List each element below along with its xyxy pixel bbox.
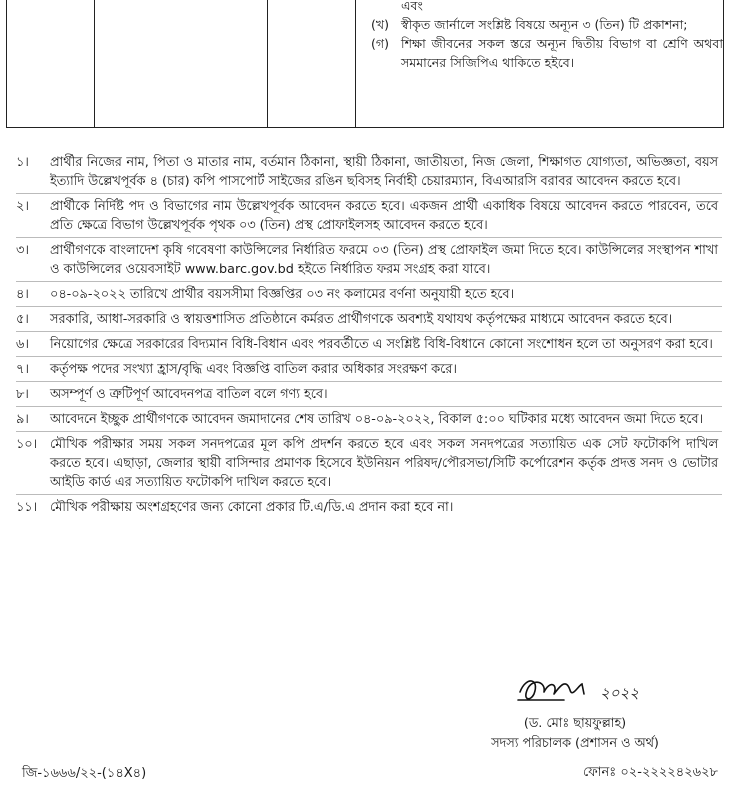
term-number: ৯।: [16, 412, 29, 427]
reference-code: জি-১৬৬৬/২২-(১৪X৪): [22, 766, 147, 781]
term-number: ৭।: [16, 362, 29, 377]
signature-date: ২০২২: [600, 684, 640, 702]
table-column-divider: [267, 0, 268, 127]
term-number: ৪।: [16, 287, 29, 302]
criteria-text: স্বীকৃত জার্নালে সংশ্লিষ্ট বিষয়ে অন্যূন ৩ (তিন) টি প্রকাশনা;: [401, 17, 688, 32]
term-number: ৩।: [16, 243, 29, 258]
table-column-divider: [94, 0, 95, 127]
term-item: [16, 237, 722, 281]
term-text: প্রার্থীগণকে বাংলাদেশ কৃষি গবেষণা কাউন্সিলের নির্ধারিত ফরমে ০৩ (তিন) প্রস্থ প্রোফাইল জমা দিতে হবে। কাউন্সিলের সংস্থাপন শাখা ও কাউন্সিলের ওয়েবসাইট www.barc.gov.bd হইতে নির্ধারিত ফরম সংগ্রহ করা যাবে।: [50, 243, 718, 277]
term-text: কর্তৃপক্ষ পদের সংখ্যা হ্রাস/বৃদ্ধি এবং বিজ্ঞপ্তি বাতিল করার অধিকার সংরক্ষণ করে।: [50, 362, 457, 377]
criteria-marker: [371, 0, 401, 15]
term-item: [16, 381, 722, 406]
term-number: ৮।: [16, 387, 29, 402]
term-text: আবেদনে ইচ্ছুক প্রার্থীগণকে আবেদন জমাদানের শেষ তারিখ ০৪-০৯-২০২২, বিকাল ৫:০০ ঘটিকার মধ্যে আবেদন জমা দিতে হবে।: [50, 412, 704, 427]
term-item: [16, 494, 722, 519]
term-item: [16, 306, 722, 331]
term-item: [16, 431, 722, 494]
term-item: [16, 281, 722, 306]
signatory-block: [430, 714, 720, 754]
term-number: ২।: [16, 199, 29, 214]
criteria-marker: (খ): [371, 17, 389, 32]
term-item: [16, 331, 722, 356]
term-number: ৫।: [16, 312, 29, 327]
criteria-item: [371, 34, 723, 72]
criteria-item: [371, 0, 723, 15]
terms-list: [16, 150, 722, 519]
term-item: [16, 406, 722, 431]
phone-number: ফোনঃ ০২-২২২২৪২৬২৮: [582, 765, 718, 780]
signatory-designation: সদস্য পরিচালক (প্রশাসন ও অর্থ): [491, 736, 659, 751]
signatory-name: (ড. মোঃ ছায়ফুল্লাহ): [523, 716, 627, 731]
term-text: মৌখিক পরীক্ষার সময় সকল সনদপত্রের মূল কপি প্রদর্শন করতে হবে এবং সকল সনদপত্রের সত্যায়িত এক সেট ফটোকপি দাখিল করতে হবে। এছাড়া, জেলার স্থায়ী বাসিন্দার প্রমাণক হিসেবে ইউনিয়ন পরিষদ/পৌরসভা/সিটি কর্পোরেশন কর্তৃক প্রদত্ত সনদ ও ভোটার আইডি কার্ড এর সত্যায়িত ফটোকপি দাখিল করতে হবে।: [50, 437, 718, 490]
term-number: ১০।: [16, 437, 38, 452]
term-item: [16, 150, 722, 193]
criteria-marker: (গ): [371, 36, 389, 51]
term-text: সরকারি, আধা-সরকারি ও স্বায়ত্তশাসিত প্রতিষ্ঠানে কর্মরত প্রার্থীগণকে অবশ্যই যথাযথ কর্তৃপক্ষের মাধ্যমে আবেদন করতে হবে।: [50, 312, 673, 327]
term-number: ১।: [16, 155, 29, 170]
qualification-table: [6, 0, 724, 128]
signature-scribble: [500, 670, 680, 710]
term-item: [16, 356, 722, 381]
term-text: প্রার্থীর নিজের নাম, পিতা ও মাতার নাম, বর্তমান ঠিকানা, স্থায়ী ঠিকানা, জাতীয়তা, নিজ জেলা, শিক্ষাগত যোগ্যতা, অভিজ্ঞতা, বয়স ইত্যাদি উল্লেখপূর্বক ৪ (চার) কপি পাসপোর্ট সাইজের রঙিন ছবিসহ নির্বাহী চেয়ারম্যান, বিএআরসি বরাবর আবেদন করতে হবে।: [50, 155, 718, 189]
term-text: মৌখিক পরীক্ষায় অংশগ্রহণের জন্য কোনো প্রকার টি.এ/ডি.এ প্রদান করা হবে না।: [50, 500, 454, 515]
term-number: ৬।: [16, 337, 29, 352]
term-item: [16, 193, 722, 237]
criteria-text: শিক্ষা জীবনের সকল স্তরে অন্যূন দ্বিতীয় বিভাগ বা শ্রেণি অথবা সমমানের সিজিপিএ থাকিতে হইবে।: [401, 36, 723, 70]
term-text: অসম্পূর্ণ ও ত্রুটিপূর্ণ আবেদনপত্র বাতিল বলে গণ্য হবে।: [50, 387, 328, 402]
criteria-text: এবং: [401, 0, 423, 13]
table-column-divider: [355, 0, 356, 127]
qualification-criteria: [371, 0, 723, 72]
term-text: ০৪-০৯-২০২২ তারিখে প্রার্থীর বয়সসীমা বিজ্ঞপ্তির ০৩ নং কলামের বর্ণনা অনুযায়ী হতে হবে।: [50, 287, 515, 302]
signature: [500, 670, 680, 710]
criteria-item: [371, 15, 723, 34]
term-text: প্রার্থীকে নির্দিষ্ট পদ ও বিভাগের নাম উল্লেখপূর্বক আবেদন করতে হবে। একজন প্রার্থী একাধিক বিষয়ে আবেদন করতে পারবেন, তবে প্রতি ক্ষেত্রে বিভাগ উল্লেখপূর্বক পৃথক ০৩ (তিন) প্রস্থ প্রোফাইলসহ আবেদন করতে হবে।: [50, 199, 718, 233]
term-number: ১১।: [16, 500, 38, 515]
term-text: নিয়োগের ক্ষেত্রে সরকারের বিদ্যমান বিধি-বিধান এবং পরবর্তীতে এ সংশ্লিষ্ট বিধি-বিধানে কোনো সংশোধন হলে তা অনুসরণ করা হবে।: [50, 337, 713, 352]
